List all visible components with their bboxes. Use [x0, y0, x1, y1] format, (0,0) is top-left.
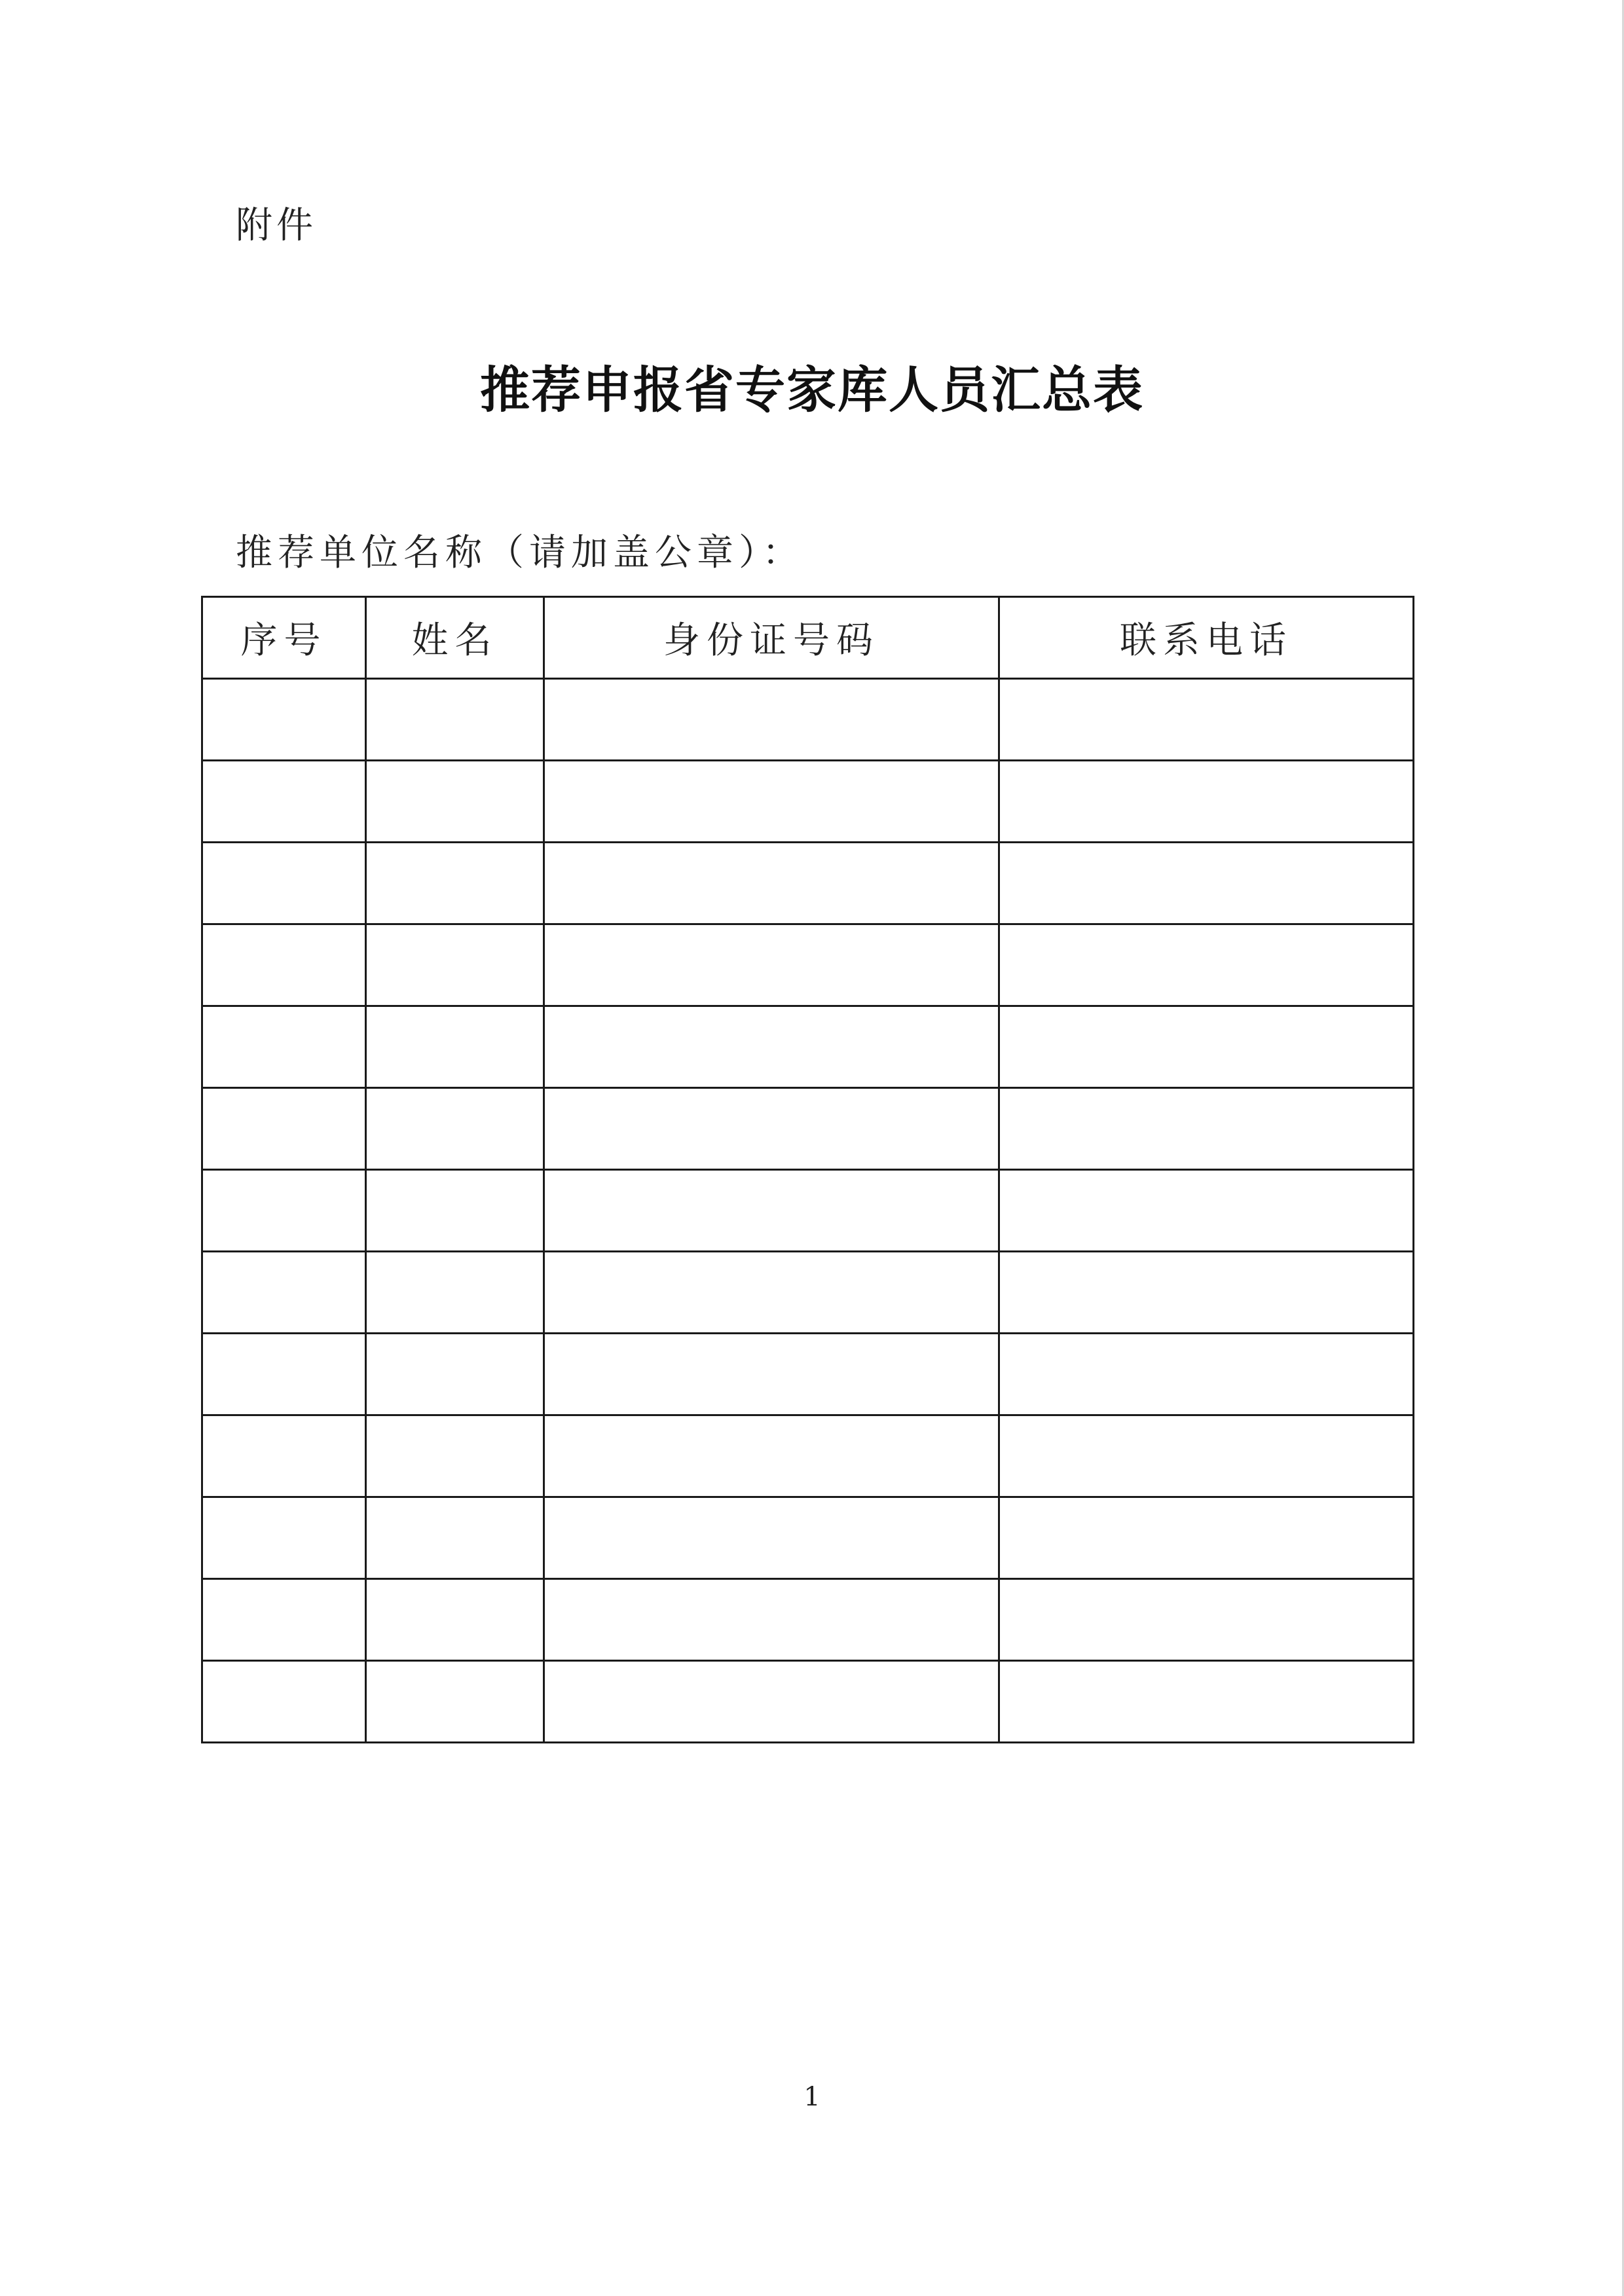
cell-phone — [999, 924, 1414, 1006]
cell-phone — [999, 843, 1414, 924]
cell-phone — [999, 679, 1414, 761]
cell-name — [366, 1497, 544, 1579]
cell-serial-number — [202, 1661, 366, 1743]
table-row — [202, 843, 1414, 924]
cell-phone — [999, 1334, 1414, 1415]
cell-phone — [999, 761, 1414, 843]
cell-name — [366, 1415, 544, 1497]
cell-id-number — [544, 1497, 999, 1579]
cell-name — [366, 1334, 544, 1415]
cell-serial-number — [202, 1088, 366, 1170]
cell-id-number — [544, 1170, 999, 1252]
cell-phone — [999, 1170, 1414, 1252]
cell-id-number — [544, 924, 999, 1006]
header-phone: 联系电话 — [999, 597, 1414, 679]
header-name: 姓名 — [366, 597, 544, 679]
table-header-row — [202, 597, 1414, 679]
table-row — [202, 1006, 1414, 1088]
cell-phone — [999, 1088, 1414, 1170]
header-id-number: 身份证号码 — [544, 597, 999, 679]
cell-name — [366, 1170, 544, 1252]
cell-serial-number — [202, 1497, 366, 1579]
cell-serial-number — [202, 679, 366, 761]
cell-name — [366, 1088, 544, 1170]
table-row — [202, 1497, 1414, 1579]
table-row — [202, 1170, 1414, 1252]
cell-name — [366, 1579, 544, 1661]
cell-id-number — [544, 843, 999, 924]
cell-name — [366, 679, 544, 761]
table-body — [202, 679, 1414, 1743]
table-row — [202, 924, 1414, 1006]
table-row — [202, 679, 1414, 761]
table-row — [202, 1661, 1414, 1743]
cell-id-number — [544, 1088, 999, 1170]
expert-roster-table — [201, 596, 1414, 1743]
page-number: 1 — [803, 2082, 821, 2112]
cell-id-number — [544, 679, 999, 761]
cell-id-number — [544, 1661, 999, 1743]
table-row — [202, 1579, 1414, 1661]
cell-serial-number — [202, 761, 366, 843]
cell-serial-number — [202, 1334, 366, 1415]
document-title: 推荐申报省专家库人员汇总表 — [480, 361, 1144, 419]
cell-name — [366, 1252, 544, 1334]
table-row — [202, 761, 1414, 843]
cell-phone — [999, 1579, 1414, 1661]
header-serial-number: 序号 — [202, 597, 366, 679]
cell-serial-number — [202, 1006, 366, 1088]
cell-serial-number — [202, 1579, 366, 1661]
cell-serial-number — [202, 1170, 366, 1252]
cell-name — [366, 1661, 544, 1743]
cell-serial-number — [202, 1252, 366, 1334]
cell-serial-number — [202, 1415, 366, 1497]
cell-id-number — [544, 761, 999, 843]
cell-serial-number — [202, 924, 366, 1006]
table-row — [202, 1334, 1414, 1415]
cell-serial-number — [202, 843, 366, 924]
cell-phone — [999, 1006, 1414, 1088]
cell-id-number — [544, 1252, 999, 1334]
table-row — [202, 1415, 1414, 1497]
cell-id-number — [544, 1579, 999, 1661]
cell-phone — [999, 1497, 1414, 1579]
cell-id-number — [544, 1006, 999, 1088]
cell-name — [366, 1006, 544, 1088]
cell-phone — [999, 1415, 1414, 1497]
table-row — [202, 1088, 1414, 1170]
cell-phone — [999, 1661, 1414, 1743]
cell-phone — [999, 1252, 1414, 1334]
table-row — [202, 1252, 1414, 1334]
cell-name — [366, 761, 544, 843]
cell-name — [366, 924, 544, 1006]
cell-id-number — [544, 1334, 999, 1415]
recommending-unit-label: 推荐单位名称（请加盖公章）： — [236, 532, 804, 574]
attachment-label: 附件 — [236, 204, 317, 247]
cell-id-number — [544, 1415, 999, 1497]
cell-name — [366, 843, 544, 924]
